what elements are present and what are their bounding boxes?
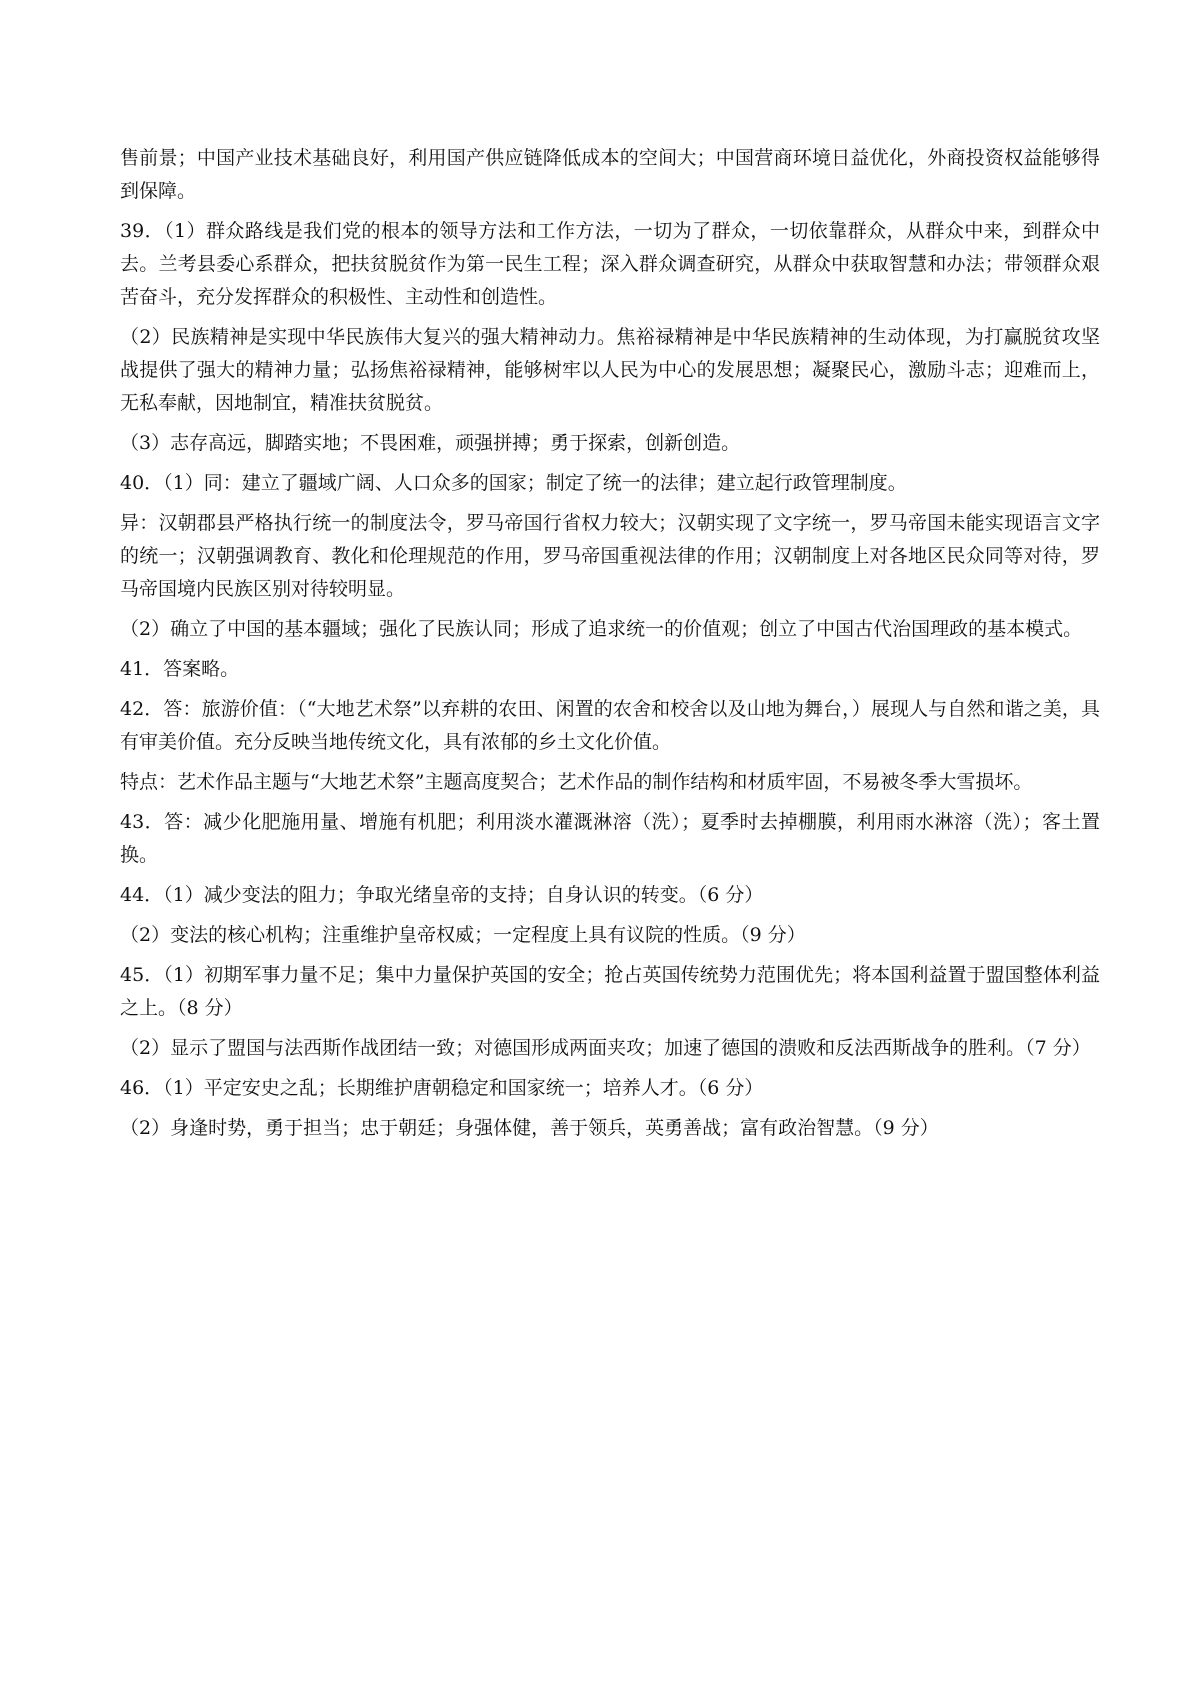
paragraph-q45-2: （2）显示了盟国与法西斯作战团结一致；对德国形成两面夹攻；加速了德国的溃败和反法西斯战争的胜利。（7 分） bbox=[120, 1037, 1091, 1059]
paragraph-q44-2: （2）变法的核心机构；注重维护皇帝权威；一定程度上具有议院的性质。（9 分） bbox=[120, 924, 806, 946]
paragraph-q39-3: （3）志存高远，脚踏实地；不畏困难，顽强拼搏；勇于探索，创新创造。 bbox=[120, 432, 741, 454]
paragraph-q42-features: 特点：艺术作品主题与“大地艺术祭”主题高度契合；艺术作品的制作结构和材质牢固，不易被冬季大雪损坏。 bbox=[120, 771, 1033, 793]
paragraph-q46-1: 46．（1）平定安史之乱；长期维护唐朝稳定和国家统一；培养人才。（6 分） bbox=[120, 1077, 764, 1099]
paragraph-q39-2: （2）民族精神是实现中华民族伟大复兴的强大精神动力。焦裕禄精神是中华民族精神的生动体现，为打赢脱贫攻坚战提供了强大的精神力量；弘扬焦裕禄精神，能够树牢以人民为中心的发展思想；凝聚民心，激励斗志；迎难而上，无私奉献，因地制宜，精准扶贫脱贫。 bbox=[120, 326, 1100, 414]
paragraph-q42-value: 42．答：旅游价值：（“大地艺术祭”以弃耕的农田、闲置的农舍和校舍以及山地为舞台，）展现人与自然和谐之美，具有审美价值。充分反映当地传统文化，具有浓郁的乡土文化价值。 bbox=[120, 698, 1100, 753]
paragraph-q40-1-same: 40．（1）同：建立了疆域广阔、人口众多的国家；制定了统一的法律；建立起行政管理制度。 bbox=[120, 472, 907, 494]
paragraph-q39-1: 39．（1）群众路线是我们党的根本的领导方法和工作方法，一切为了群众，一切依靠群众，从群众中来，到群众中去。兰考县委心系群众，把扶贫脱贫作为第一民生工程；深入群众调查研究，从群众中获取智慧和办法；带领群众艰苦奋斗，充分发挥群众的积极性、主动性和创造性。 bbox=[120, 220, 1100, 308]
paragraph-q40-1-diff: 异：汉朝郡县严格执行统一的制度法令，罗马帝国行省权力较大；汉朝实现了文字统一，罗马帝国未能实现语言文字的统一；汉朝强调教育、教化和伦理规范的作用，罗马帝国重视法律的作用；汉朝制度上对各地区民众同等对待，罗马帝国境内民族区别对待较明显。 bbox=[120, 512, 1100, 600]
paragraph-q41: 41．答案略。 bbox=[120, 658, 240, 680]
paragraph-q44-1: 44．（1）减少变法的阻力；争取光绪皇帝的支持；自身认识的转变。（6 分） bbox=[120, 884, 764, 906]
paragraph-q40-2: （2）确立了中国的基本疆域；强化了民族认同；形成了追求统一的价值观；创立了中国古代治国理政的基本模式。 bbox=[120, 618, 1083, 640]
paragraph-q43: 43．答：减少化肥施用量、增施有机肥；利用淡水灌溉淋溶（洗）；夏季时去掉棚膜，利用雨水淋溶（洗）；客土置换。 bbox=[120, 811, 1100, 866]
paragraph-continuation: 售前景；中国产业技术基础良好，利用国产供应链降低成本的空间大；中国营商环境日益优化，外商投资权益能够得到保障。 bbox=[120, 147, 1100, 202]
paragraph-q45-1: 45．（1）初期军事力量不足；集中力量保护英国的安全；抢占英国传统势力范围优先；将本国利益置于盟国整体利益之上。（8 分） bbox=[120, 964, 1100, 1019]
paragraph-q46-2: （2）身逢时势，勇于担当；忠于朝廷；身强体健，善于领兵，英勇善战；富有政治智慧。（9 分） bbox=[120, 1117, 939, 1139]
answer-document bbox=[120, 142, 1100, 1152]
